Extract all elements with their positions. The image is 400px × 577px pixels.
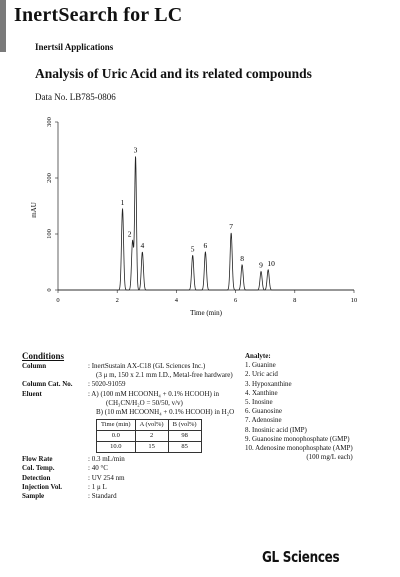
column-label: Column: [22, 362, 47, 370]
x-tick-label: 0: [56, 297, 60, 304]
header-subtitle: Inertsil Applications: [35, 42, 114, 52]
peak-label: 8: [240, 253, 244, 263]
detection-label: Detection: [22, 473, 51, 482]
gradient-header-row: [97, 420, 202, 431]
analyte-item: 3. Hypoxanthine: [245, 379, 292, 388]
peak-label: 2: [127, 229, 132, 239]
peak-label: 1: [120, 197, 125, 207]
y-tick-label: 200: [46, 173, 53, 183]
temp-label: Col. Temp.: [22, 464, 55, 473]
analyte-item: 4. Xanthine: [245, 388, 278, 397]
gradient-header: B (vol%): [168, 420, 201, 431]
condition-row-eluent: [22, 390, 234, 399]
header-title: InertSearch for LC: [14, 4, 183, 26]
x-tick-label: 4: [174, 297, 179, 304]
gradient-cell: 15: [135, 442, 168, 453]
page-title: Analysis of Uric Acid and its related compounds: [35, 66, 312, 81]
peak-label: 10: [267, 258, 275, 268]
gradient-cell: 2: [135, 431, 168, 442]
gradient-row: [97, 442, 202, 453]
eluent-b-value: B) (10 mM HCOONH₄ + 0.1% HCOOH) in H₂O: [96, 408, 235, 417]
y-tick-label: 100: [46, 229, 53, 239]
x-tick-label: 10: [350, 297, 358, 304]
eluent-label: Eluent: [22, 389, 42, 398]
condition-row-sample: [22, 492, 234, 501]
y-tick-label: 0: [46, 288, 53, 292]
chart-axes: [46, 117, 357, 304]
analyte-item: 6. Guanosine: [245, 407, 282, 416]
analyte-concentration: (100 mg/L each): [306, 453, 353, 462]
header-accent-bar: [0, 0, 6, 52]
x-tick-label: 8: [293, 297, 297, 304]
gradient-cell: 98: [168, 431, 201, 442]
sample-label: Sample: [22, 492, 45, 501]
gradient-header: Time (min): [97, 420, 136, 431]
gl-sciences-logo: GL Sciences: [262, 548, 340, 566]
flow-value: : 0.3 mL/min: [88, 455, 125, 464]
analyte-item: 2. Uric acid: [245, 370, 278, 379]
analyte-item: 7. Adenosine: [245, 416, 282, 425]
chromatogram-chart: [0, 110, 400, 335]
chromatogram-trace: [58, 156, 354, 290]
analyte-list: [245, 352, 353, 462]
gradient-cell: 10.0: [97, 442, 136, 453]
condition-row-flow: [22, 455, 234, 464]
gradient-cell: 0.0: [97, 431, 136, 442]
injection-label: Injection Vol.: [22, 482, 63, 491]
x-tick-label: 2: [115, 297, 119, 304]
condition-row-temp: [22, 464, 234, 473]
data-number: Data No. LB785-0806: [35, 92, 116, 102]
sample-value: : Standard: [88, 492, 117, 501]
condition-row-catno: [22, 380, 234, 389]
flow-label: Flow Rate: [22, 455, 53, 464]
catno-label: Column Cat. No.: [22, 380, 73, 389]
column-spec: (3 μ m, 150 x 2.1 mm I.D., Metal-free hardware): [96, 371, 233, 380]
temp-value: : 40 °C: [88, 464, 108, 473]
y-tick-label: 300: [46, 117, 53, 127]
conditions-table: [22, 362, 234, 501]
analyte-item: 5. Inosine: [245, 398, 273, 407]
conditions-heading: Conditions: [22, 351, 65, 361]
x-tick-label: 6: [233, 297, 238, 304]
gradient-row: [97, 431, 202, 442]
gradient-cell: 85: [168, 442, 201, 453]
analyte-title: Analyte:: [245, 352, 271, 360]
y-axis-label: mAU: [30, 202, 38, 218]
peak-label: 9: [259, 260, 263, 270]
catno-value: : 5020-91059: [88, 380, 126, 389]
analyte-item: 10. Adenosine monophosphate (AMP): [245, 444, 353, 453]
condition-row-detection: [22, 474, 234, 483]
detection-value: : UV 254 nm: [88, 473, 125, 482]
gradient-table: [96, 419, 202, 453]
peak-label: 4: [140, 240, 145, 250]
analyte-item: 9. Guanosine monophosphate (GMP): [245, 434, 350, 443]
peak-label: 7: [229, 221, 234, 231]
condition-row-column-spec: [22, 371, 234, 380]
condition-row-injection: [22, 483, 234, 492]
eluent-a-solvent: (CH₃CN/H₂O = 50/50, v/v): [106, 398, 183, 407]
injection-value: : 1 μ L: [88, 482, 107, 491]
gradient-header: A (vol%): [135, 420, 168, 431]
analyte-item: 1. Guanine: [245, 361, 276, 370]
condition-row-column: [22, 362, 234, 371]
peak-label: 3: [133, 145, 138, 155]
peak-label: 5: [190, 244, 195, 254]
eluent-a-value: : A) (100 mM HCOONH₄ + 0.1% HCOOH) in: [88, 389, 220, 398]
peak-label: 6: [203, 240, 208, 250]
x-axis-label: Time (min): [190, 309, 222, 317]
peak-labels: [121, 146, 276, 270]
column-value: : InertSustain AX-C18 (GL Sciences Inc.): [88, 362, 206, 370]
analyte-item: 8. Inosinic acid (IMP): [245, 425, 307, 434]
